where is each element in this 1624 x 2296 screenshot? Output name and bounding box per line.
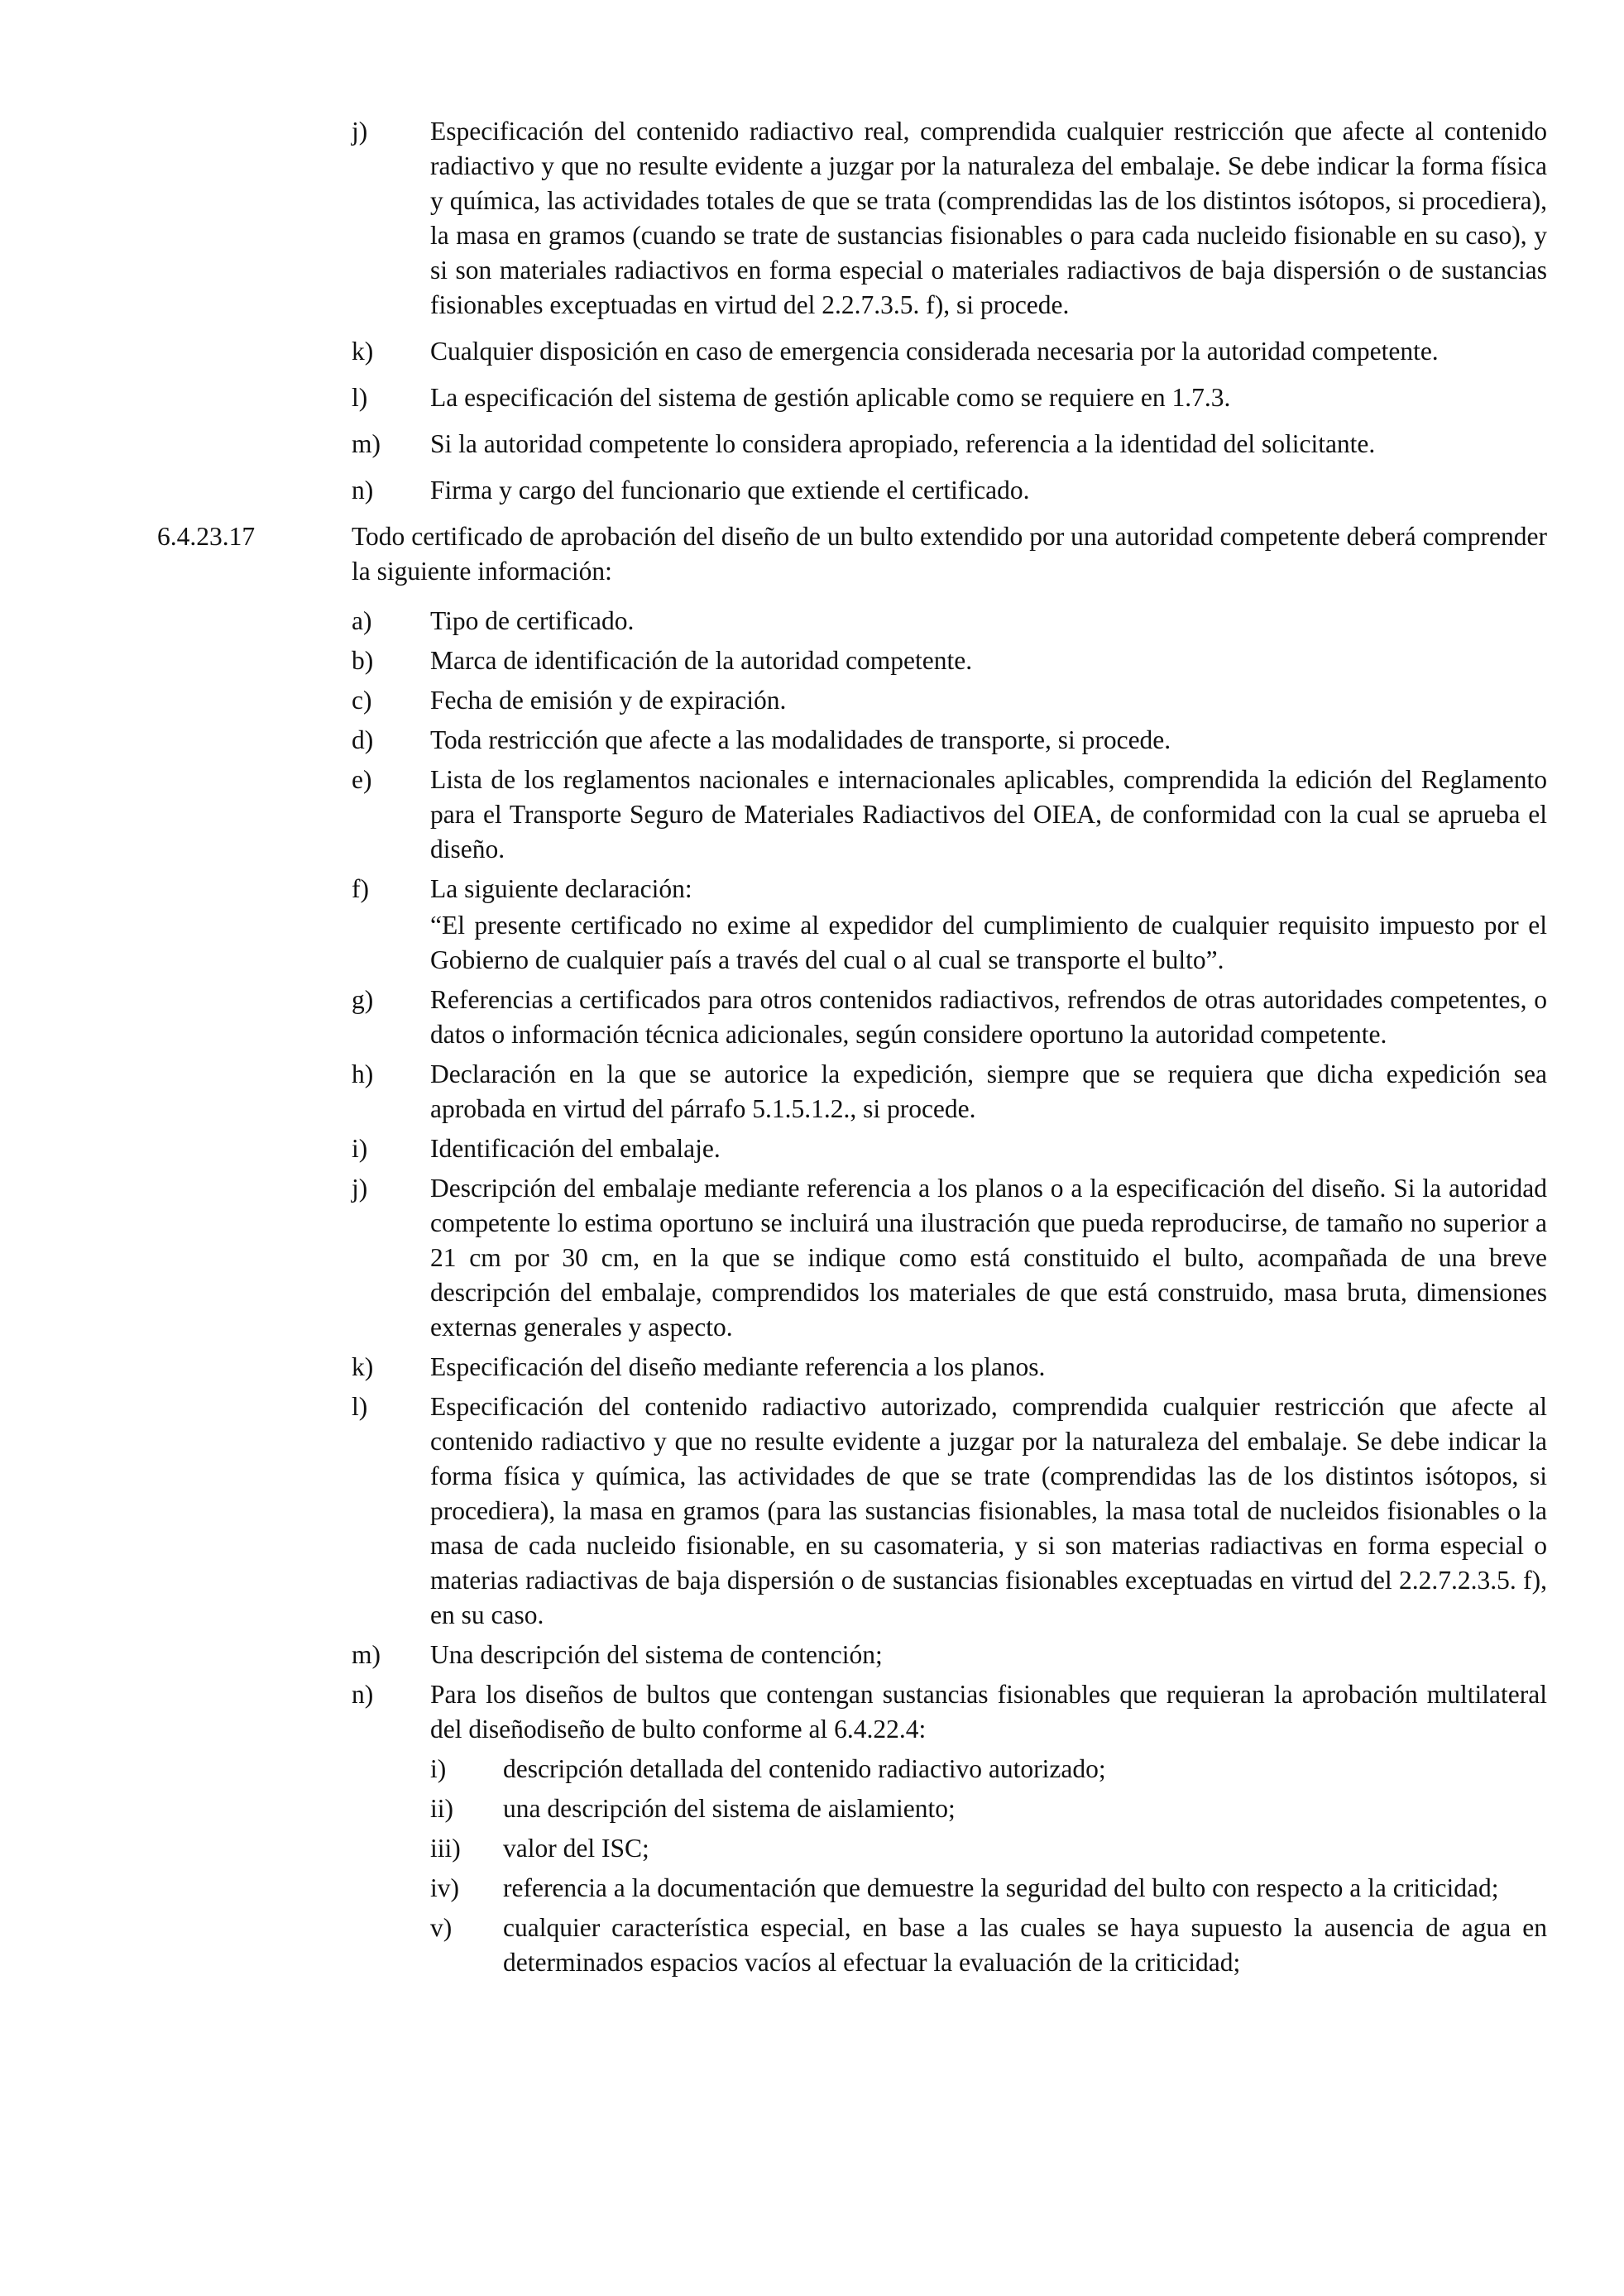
list-item (352, 1171, 1547, 1345)
sub-item-text: una descripción del sistema de aislamiento; (503, 1794, 956, 1823)
list-item (352, 683, 1547, 718)
item-text: Identificación del embalaje. (430, 1134, 721, 1163)
item-text: Descripción del embalaje mediante referencia a los planos o a la especificación del diseño. Si la autoridad competente lo estima oportuno se incluirá una ilustración que pueda reproducirse, de tamaño no superior a 21 cm por 30 cm, en la que se indique como está constituido el bulto, acompañada de una breve descripción del embalaje, comprendidos los materiales de que está construido, masa bruta, dimensiones externas generales y aspecto. (430, 1174, 1547, 1342)
list-item (352, 983, 1547, 1052)
list-item (352, 473, 1547, 508)
declaration-quote: “El presente certificado no exime al expedidor del cumplimiento de cualquier requisito impuesto por el Gobierno de cualquier país a través del cual o al cual se transporte el bulto”. (430, 911, 1547, 974)
sub-list (430, 1752, 1547, 1980)
sub-item-text: cualquier característica especial, en base a las cuales se haya supuesto la ausencia de agua en determinados espacios vacíos al efectuar la evaluación de la criticidad; (503, 1913, 1547, 1977)
list-item (352, 380, 1547, 415)
item-label: k) (352, 1352, 374, 1381)
list-item (352, 1057, 1547, 1126)
item-text: La especificación del sistema de gestión aplicable como se requiere en 1.7.3. (430, 383, 1231, 412)
item-label: f) (352, 874, 369, 903)
item-text: Firma y cargo del funcionario que extiende el certificado. (430, 476, 1030, 505)
sub-item-text: valor del ISC; (503, 1834, 649, 1863)
list-item (352, 872, 1547, 906)
item-label: j) (352, 117, 368, 146)
item-label: j) (352, 1174, 368, 1203)
item-text: Especificación del contenido radiactivo real, comprendida cualquier restricción que afecte al contenido radiactivo y que no resulte evidente a juzgar por la naturaleza del embalaje. Se debe indicar la forma física y química, las actividades totales de que se trata (comprendidas las de los distintos isótopos, si procediera), la masa en gramos (cuando se trate de sustancias fisionables o para cada nucleido fisionable en su caso), y si son materiales radiactivos en forma especial o materiales radiactivos de baja dispersión o de sustancias fisionables exceptuadas en virtud del 2.2.7.3.5. f), si procede. (430, 117, 1547, 319)
sub-item-label: iii) (430, 1834, 461, 1863)
list-item (352, 1390, 1547, 1633)
list-item (352, 1677, 1547, 1747)
item-label: a) (352, 606, 372, 635)
requirements-list (352, 604, 1547, 1980)
section-number: 6.4.23.17 (157, 522, 256, 551)
item-label: e) (352, 765, 372, 794)
item-text: Para los diseños de bultos que contengan sustancias fisionables que requieran la aprobación multilateral del diseñodiseño de bulto conforme al 6.4.22.4: (430, 1680, 1547, 1744)
sub-list-item (430, 1831, 1547, 1866)
item-text: Especificación del diseño mediante referencia a los planos. (430, 1352, 1046, 1381)
item-label: k) (352, 337, 374, 366)
item-label: m) (352, 1640, 381, 1669)
list-item (352, 1131, 1547, 1166)
sub-list-item (430, 1791, 1547, 1826)
item-label: l) (352, 1392, 368, 1421)
sub-list-item (430, 1911, 1547, 1980)
list-item (352, 763, 1547, 867)
item-text: Tipo de certificado. (430, 606, 635, 635)
item-label: g) (352, 985, 374, 1014)
sub-list-item (430, 1871, 1547, 1906)
sub-item-label: v) (430, 1913, 453, 1942)
item-label: m) (352, 429, 381, 458)
list-item (352, 334, 1547, 369)
item-label: l) (352, 383, 368, 412)
list-item (352, 1638, 1547, 1672)
item-text: Una descripción del sistema de contención; (430, 1640, 883, 1669)
document-body (157, 114, 1547, 1985)
sub-item-label: i) (430, 1754, 447, 1783)
item-text: Cualquier disposición en caso de emergencia considerada necesaria por la autoridad competente. (430, 337, 1439, 366)
item-label: b) (352, 646, 374, 675)
item-label: c) (352, 686, 372, 715)
item-text: Especificación del contenido radiactivo autorizado, comprendida cualquier restricción que afecte al contenido radiactivo y que no resulte evidente a juzgar por la naturaleza del embalaje. Se debe indicar la forma física y química, las actividades de que se trate (comprendidas las de los distintos isótopos, si procediera), la masa en gramos (para las sustancias fisionables, la masa total de nucleidos fisionables o la masa de cada nucleido fisionable, en su casomateria, y si son materias radiactivas en forma especial o materias radiactivas de baja dispersión o de sustancias fisionables exceptuadas en virtud del 2.2.7.2.3.5. f), en su caso. (430, 1392, 1547, 1629)
section-paragraph (157, 519, 1547, 589)
section-text: Todo certificado de aprobación del diseño de un bulto extendido por una autoridad competente deberá comprender la siguiente información: (352, 522, 1547, 586)
item-text: La siguiente declaración: (430, 874, 692, 903)
list-item (352, 114, 1547, 323)
sub-item-label: ii) (430, 1794, 453, 1823)
item-label: n) (352, 476, 374, 505)
item-label: i) (352, 1134, 368, 1163)
item-text: Si la autoridad competente lo considera apropiado, referencia a la identidad del solicitante. (430, 429, 1376, 458)
item-text: Toda restricción que afecte a las modalidades de transporte, si procede. (430, 725, 1171, 754)
list-item (352, 1350, 1547, 1385)
list-item (352, 604, 1547, 639)
list-item (352, 723, 1547, 758)
sub-list-item (430, 1752, 1547, 1787)
sub-item-text: referencia a la documentación que demuestre la seguridad del bulto con respecto a la criticidad; (503, 1873, 1499, 1902)
list-item (352, 643, 1547, 678)
item-text: Marca de identificación de la autoridad competente. (430, 646, 973, 675)
item-text: Referencias a certificados para otros contenidos radiactivos, refrendos de otras autoridades competentes, o datos o información técnica adicionales, según considere oportuno la autoridad competente. (430, 985, 1547, 1049)
item-text: Declaración en la que se autorice la expedición, siempre que se requiera que dicha expedición sea aprobada en virtud del párrafo 5.1.5.1.2., si procede. (430, 1060, 1547, 1123)
sub-item-text: descripción detallada del contenido radiactivo autorizado; (503, 1754, 1106, 1783)
sub-item-label: iv) (430, 1873, 459, 1902)
item-label: h) (352, 1060, 374, 1088)
item-text: Lista de los reglamentos nacionales e internacionales aplicables, comprendida la edición del Reglamento para el Transporte Seguro de Materiales Radiactivos del OIEA, de conformidad con la cual se aprueba el diseño. (430, 765, 1547, 863)
top-list (352, 114, 1547, 508)
item-label: n) (352, 1680, 374, 1709)
item-text: Fecha de emisión y de expiración. (430, 686, 787, 715)
list-item (352, 427, 1547, 462)
item-label: d) (352, 725, 374, 754)
